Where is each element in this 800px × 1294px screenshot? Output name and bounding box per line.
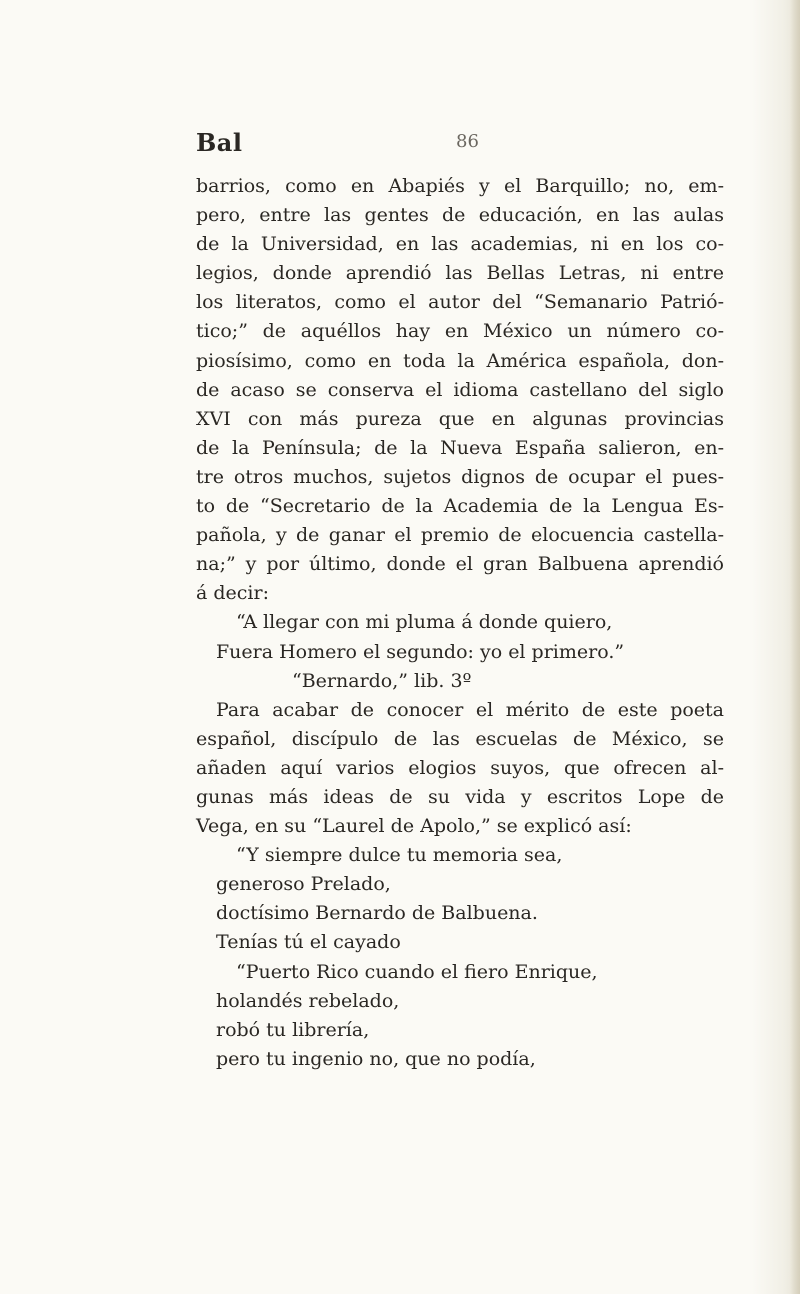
text-line: español, discípulo de las escuelas de México, se bbox=[196, 727, 724, 750]
text-line: pañola, y de ganar el premio de elocuencia castella- bbox=[196, 524, 724, 547]
text-line: barrios, como en Abapiés y el Barquillo; no, em- bbox=[196, 175, 724, 197]
text-line: piosísimo, como en toda la América española, don- bbox=[196, 349, 724, 372]
verse-line: “Puerto Rico cuando el fiero Enrique, bbox=[236, 960, 598, 983]
verse-line: pero tu ingenio no, que no podía, bbox=[216, 1047, 536, 1070]
text-line: de acaso se conserva el idioma castellano del siglo bbox=[196, 378, 724, 401]
verse-line: Fuera Homero el segundo: yo el primero.” bbox=[216, 640, 625, 663]
text-line: de la Península; de la Nueva España salieron, en- bbox=[196, 436, 724, 459]
text-line: to de “Secretario de la Academia de la Lengua Es- bbox=[196, 495, 724, 518]
text-line: gunas más ideas de su vida y escritos Lope de bbox=[196, 785, 724, 808]
body-text bbox=[196, 172, 724, 1074]
page-edge-shadow bbox=[790, 0, 800, 1294]
text-line: tico;” de aquéllos hay en México un número co- bbox=[196, 320, 724, 343]
text-line: na;” y por último, donde el gran Balbuena aprendió bbox=[196, 553, 724, 576]
text-line: añaden aquí varios elogios suyos, que ofrecen al- bbox=[196, 756, 724, 779]
verse-line: Tenías tú el cayado bbox=[216, 931, 401, 954]
page-number: 86 bbox=[456, 131, 479, 152]
verse-line: “A llegar con mi pluma á donde quiero, bbox=[236, 611, 613, 634]
verse-line: doctísimo Bernardo de Balbuena. bbox=[216, 902, 538, 925]
text-line: tre otros muchos, sujetos dignos de ocupar el pues- bbox=[196, 465, 724, 488]
text-line: XVI con más pureza que en algunas provincias bbox=[196, 407, 724, 430]
citation-line: “Bernardo,” lib. 3º bbox=[292, 669, 472, 692]
text-line: á decir: bbox=[196, 582, 269, 605]
verse-line: “Y siempre dulce tu memoria sea, bbox=[236, 844, 563, 867]
text-line: pero, entre las gentes de educación, en las aulas bbox=[196, 204, 724, 227]
running-head: Bal bbox=[196, 128, 243, 157]
text-line: Para acabar de conocer el mérito de este poeta bbox=[216, 698, 724, 721]
text-line: Vega, en su “Laurel de Apolo,” se explicó así: bbox=[196, 815, 632, 838]
text-line: de la Universidad, en las academias, ni en los co- bbox=[196, 233, 724, 256]
verse-line: generoso Prelado, bbox=[216, 873, 391, 896]
text-line: legios, donde aprendió las Bellas Letras, ni entre bbox=[196, 262, 724, 285]
text-line: los literatos, como el autor del “Semanario Patrió- bbox=[196, 291, 724, 314]
page-header bbox=[196, 128, 716, 168]
verse-line: holandés rebelado, bbox=[216, 989, 400, 1012]
verse-line: robó tu librería, bbox=[216, 1018, 370, 1041]
